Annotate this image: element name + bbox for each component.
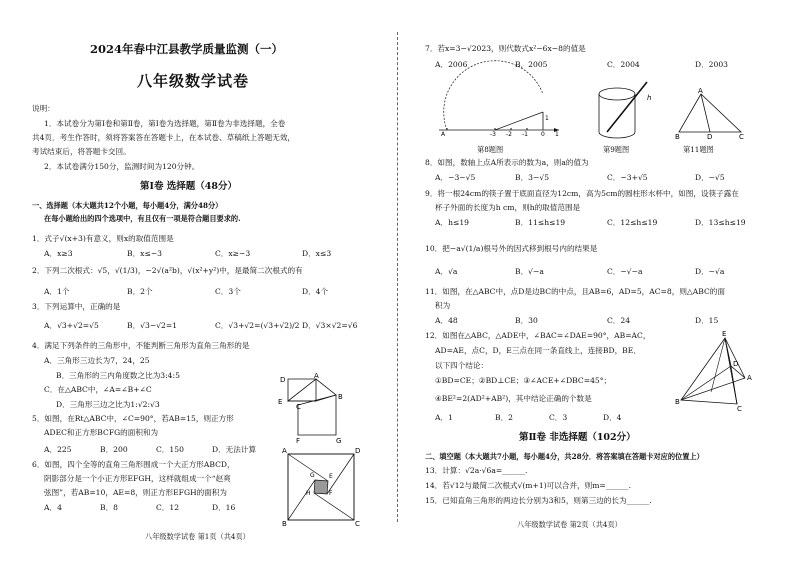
fig5-label-d: D (280, 376, 286, 384)
fig5-label-b: B (338, 393, 343, 401)
question-1: 1．式子√(x+3)有意义，则x的取值范围是 (32, 234, 174, 243)
q5-option-c: C．150 (156, 445, 184, 454)
question-12c: 以下四个结论： (435, 361, 489, 370)
fig12-label-c: C (737, 405, 742, 413)
fig11-label-a: A (698, 87, 703, 95)
q11-option-a: A．48 (435, 316, 458, 325)
fig8-caption: 第8题图 (477, 145, 504, 154)
fig5-label-e: E (278, 398, 283, 406)
q6-option-d: D．16 (212, 503, 236, 512)
q9-option-a: A．h≤19 (435, 218, 469, 227)
q8-option-c: C．−3+√5 (607, 173, 648, 182)
part2-title: 第Ⅱ卷 非选择题（102分） (519, 432, 636, 443)
q1-option-c: C．x≥−3 (215, 249, 251, 258)
left-footer: 八年级数学试卷 第1页（共4页） (145, 532, 250, 541)
right-footer: 八年级数学试卷 第2页（共4页） (517, 520, 622, 529)
q2-option-d: D．4个 (302, 287, 329, 296)
note-1c: 考试结束后，将答题卡交回。 (32, 147, 131, 156)
fig8-tick-neg1: -1 (522, 131, 528, 138)
q9-option-c: C．12≤h≤19 (607, 218, 658, 227)
question-11b: 积为 (435, 301, 451, 310)
exam-subtitle: 八年级数学试卷 (137, 72, 250, 90)
q11-option-b: B．30 (515, 316, 538, 325)
q12-option-b: B．2 (495, 413, 514, 422)
fig8-tick-1: 1 (555, 131, 559, 138)
q4-option-c: C．在△ABC中，∠A=∠B+∠C (44, 385, 152, 394)
question-13: 13．计算：√2a·√6a=______. (425, 466, 528, 475)
q7-option-b: B．2005 (515, 60, 548, 69)
fig6-label-e: E (329, 473, 333, 480)
question-12b: AD=AE，点C，D，E三点在同一条直线上，连接BD，BE． (435, 346, 641, 355)
fig5-label-g: G (336, 437, 342, 445)
q4-option-d: D．三角形三边之比为1:√2:√3 (56, 400, 160, 409)
q3-option-d: D．√3×√2=√6 (302, 321, 358, 330)
notes-label: 说明： (32, 104, 55, 113)
section1-heading: 一、选择题（本大题共12个小题，每小题4分，满分48分） (32, 201, 223, 210)
q5-option-d: D．无法计算 (212, 445, 257, 454)
fig9-caption: 第9题图 (603, 145, 630, 154)
fig6-label-b: B (282, 520, 287, 528)
question-6b: 阴影部分是一个小正方形EFGH，这样就组成一个“赵爽 (44, 474, 231, 483)
figure-q9-cylinder (593, 80, 653, 140)
question-12d: ①BD=CE；②BD⊥CE；③∠ACE+∠DBC=45°； (435, 376, 612, 385)
fig9-label-h: h (647, 94, 652, 102)
question-6c: 弦图”，若AB=10，AE=8，则正方形EFGH的面积为 (44, 488, 228, 497)
question-10: 10．把−a√(1/a)根号外的因式移到根号内的结果是 (425, 244, 598, 253)
fig6-label-a: A (282, 447, 287, 455)
q8-option-b: B．3−√5 (515, 173, 550, 182)
fig12-label-d: D (733, 360, 739, 368)
q3-option-a: A．√3+√2=√5 (44, 321, 99, 330)
q5-option-a: A．225 (44, 445, 72, 454)
question-5b: ADEC和正方形BCFG的面积和为 (44, 428, 159, 437)
q1-option-b: B．x≤−3 (127, 249, 163, 258)
fig11-label-d: D (707, 133, 713, 141)
question-11a: 11．如图，在△ABC中，点D是边BC的中点，且AB=6，AD=5，AC=8，则△ABC的面 (425, 287, 725, 296)
fig8-label-1: 1 (545, 115, 549, 122)
fig5-label-a: A (314, 372, 319, 380)
q1-option-d: D．x≤3 (302, 249, 332, 258)
question-9b: 杯子外面的长度为h cm，则h的取值范围是 (435, 203, 581, 212)
q6-option-b: B．8 (100, 503, 119, 512)
q11-option-c: C．24 (607, 316, 631, 325)
question-6a: 6．如图，四个全等的直角三角形围成一个大正方形ABCD， (32, 460, 235, 469)
question-2: 2．下列二次根式：√5，√(1/3)，−2√(a²b)，√(x²+y²)中，是最简二次根式的有 (32, 266, 303, 275)
note-1a: 1．本试卷分为第Ⅰ卷和第Ⅱ卷，第Ⅰ卷为选择题，第Ⅱ卷为非选择题，全卷 (44, 119, 286, 128)
fig6-label-f: F (329, 490, 333, 497)
q4-option-a: A．三角形三边长为7，24，25 (44, 356, 150, 365)
q12-option-c: C．3 (549, 413, 568, 422)
fig8-tick-0: 0 (541, 131, 545, 138)
figure-q12-triangles (675, 330, 755, 413)
figure-q11-triangle (675, 87, 747, 141)
fig11-caption: 第11题图 (683, 145, 714, 154)
section2-heading: 二、填空题（本大题共7小题，每小题4分，共28分．将答案填在答题卡对应的位置上） (425, 452, 704, 461)
question-8: 8．如图，数轴上点A所表示的数为a，则a的值为 (425, 158, 589, 167)
q12-option-a: A．1 (435, 413, 453, 422)
q6-option-a: A．4 (44, 503, 62, 512)
question-14: 14．若√12与最简二次根式√(m+1)可以合并，则m=______. (425, 481, 631, 490)
q10-option-b: B．√−a (515, 267, 544, 276)
question-3: 3．下列运算中，正确的是 (32, 302, 121, 311)
fig12-label-a: A (747, 374, 752, 382)
q11-option-d: D．15 (695, 316, 719, 325)
q2-option-b: B．2个 (127, 287, 153, 296)
fig8-tick-neg3: -3 (490, 131, 496, 138)
figure-q6-zhao-shuang (282, 448, 360, 526)
question-12a: 12．如图在△ABC，△ADE中，∠BAC=∠DAE=90°，AB=AC， (425, 331, 651, 340)
q10-option-c: C．−√−a (607, 267, 643, 276)
q7-option-a: A．2006 (435, 60, 468, 69)
note-2: 2．本试卷满分150分，监测时间为120分钟。 (44, 162, 200, 171)
fig6-label-d: D (355, 447, 361, 455)
fig6-label-g: G (310, 472, 315, 479)
exam-title: 2024年春中江县教学质量监测（一） (90, 42, 284, 56)
fig6-label-h: H (306, 490, 311, 497)
figure-q5-squares (276, 373, 356, 443)
q8-option-a: A．−3−√5 (435, 173, 476, 182)
q5-option-b: B．200 (100, 445, 128, 454)
q8-option-d: D．−√5 (695, 173, 725, 182)
note-1b: 共4页．考生作答时，须将答案答在答题卡上，在本试卷、草稿纸上答题无效， (32, 133, 296, 142)
q4-option-b: B．三角形的三内角度数之比为3:4:5 (56, 371, 180, 380)
fig11-label-c: C (739, 133, 744, 141)
figure-q8-number-line (435, 78, 559, 138)
q3-option-b: B．√3−√2=1 (127, 321, 178, 330)
fig8-label-a: A (441, 131, 446, 138)
q9-option-d: D．13≤h≤19 (695, 218, 746, 227)
question-12e: ④BE²=2(AD²+AB²)，其中结论正确的个数是 (435, 394, 592, 403)
question-9a: 9．将一根24cm的筷子置于底面直径为12cm，高为5cm的圆柱形水杯中，如图，设筷子露在 (425, 189, 739, 198)
question-4: 4．满足下列条件的三角形中，不能判断三角形为直角三角形的是 (32, 341, 250, 350)
fig8-tick-neg2: -2 (506, 131, 512, 138)
fig12-label-b: B (675, 398, 680, 406)
fig5-label-c: C (296, 403, 301, 411)
q12-option-d: D．4 (603, 413, 622, 422)
question-7: 7．若x=3−√2023，则代数式x²−6x−8的值是 (425, 44, 586, 53)
question-5a: 5．如图，在Rt△ABC中，∠C=90°，若AB=15，则正方形 (32, 414, 234, 423)
q3-option-c: C．√3+√2=(√3+√2)/2 (215, 321, 300, 330)
q1-option-a: A．x≥3 (44, 249, 73, 258)
q7-option-c: C．2004 (607, 60, 640, 69)
q10-option-d: D．−√a (695, 267, 725, 276)
q2-option-c: C．3个 (215, 287, 241, 296)
question-15: 15．已知直角三角形的两边长分别为3和5，则第三边的长为______. (425, 496, 652, 505)
part1-title: 第Ⅰ卷 选择题（48分） (140, 181, 237, 192)
section1-instruction: 在每小题给出的四个选项中，有且仅有一项是符合题目要求的. (44, 214, 241, 223)
q10-option-a: A．√a (435, 267, 458, 276)
right-page (397, 0, 794, 561)
q2-option-a: A．1个 (44, 287, 70, 296)
fig12-label-e: E (722, 330, 727, 338)
q9-option-b: B．11≤h≤19 (515, 218, 566, 227)
fig11-label-b: B (675, 133, 680, 141)
q6-option-c: C．12 (156, 503, 180, 512)
fig6-label-c: C (355, 520, 360, 528)
fig5-label-f: F (296, 437, 301, 445)
q7-option-d: D．2003 (695, 60, 729, 69)
